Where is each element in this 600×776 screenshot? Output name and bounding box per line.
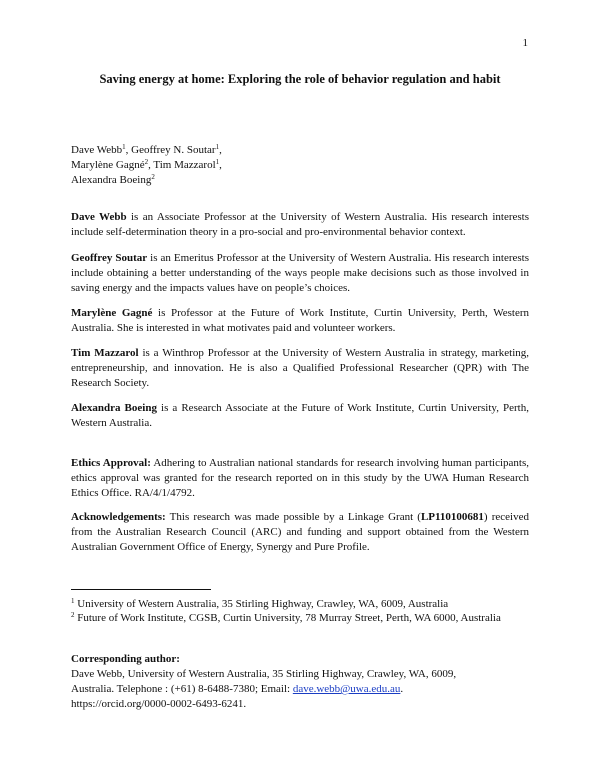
footnote-1 (71, 597, 529, 612)
corresponding-text: . (400, 683, 404, 695)
footnote-2 (71, 611, 529, 626)
bio-gagne (71, 306, 529, 336)
acknowledgements (71, 510, 529, 555)
corresponding-line-1: Dave Webb, University of Western Australia, 35 Stirling Highway, Crawley, WA, 6009, (71, 668, 457, 680)
bio-mazzarol (71, 346, 529, 391)
author-name: , Geoffrey N. Soutar (125, 144, 216, 156)
footnote-text: University of Western Australia, 35 Stirling Highway, Crawley, WA, 6009, Australia (74, 598, 449, 610)
corresponding-line-2 (71, 682, 529, 697)
bio-text: is a Winthrop Professor at the University of Western Australia in strategy, marketing, entrepreneurship, and innovation. He is also a Qualified Professional Researcher (QPR) with The Research Society. (71, 347, 530, 389)
separator: , (219, 144, 222, 156)
author-list (71, 143, 371, 188)
bio-text: is a Research Associate at the Future of Work Institute, Curtin University, Perth, Western Australia. (71, 402, 529, 429)
corresponding-heading: Corresponding author: (71, 653, 180, 665)
affiliation-mark: 2 (151, 173, 155, 181)
affiliation-mark: 2 (144, 158, 149, 166)
ack-label: Acknowledgements: (71, 511, 166, 523)
corresponding-author (71, 652, 529, 712)
bio-text: is an Emeritus Professor at the University of Western Australia. His research interests include obtaining a better understanding of the ways people make decisions such as those involved in saving energy and the impacts values have on people’s choices. (71, 252, 529, 294)
paper-title: Saving energy at home: Exploring the role of behavior regulation and habit (99, 72, 501, 86)
bio-name: Tim Mazzarol (71, 347, 139, 359)
grant-number: LP110100681 (420, 511, 484, 523)
page-number: 1 (522, 37, 528, 49)
footnote-mark: 1 (71, 597, 75, 605)
ethics-label: Ethics Approval: (71, 457, 151, 469)
author-name: Marylène Gagné (71, 159, 145, 171)
bio-name: Dave Webb (71, 211, 127, 223)
bio-name: Alexandra Boeing (71, 402, 157, 414)
footnote-text: Future of Work Institute, CGSB, Curtin University, 78 Murray Street, Perth, WA 6000, Australia (74, 612, 501, 624)
ack-text: This research was made possible by a Linkage Grant ( (165, 511, 421, 523)
email-link[interactable]: dave.webb@uwa.edu.au (292, 683, 401, 695)
author-name: Alexandra Boeing (71, 174, 152, 186)
affiliation-mark: 1 (122, 143, 126, 151)
author-name: Dave Webb (71, 144, 123, 156)
ethics-text: Adhering to Australian national standards for research involving human participants, ethics approval was granted for the research reported on in this study by the UWA Human Research Ethics Office. RA/4/1/4792. (71, 457, 529, 499)
affiliation-mark: 1 (215, 143, 220, 151)
author-name: , Tim Mazzarol (148, 159, 216, 171)
separator: , (219, 159, 222, 171)
footnote-divider (71, 589, 211, 590)
bio-text: is an Associate Professor at the University of Western Australia. His research interests include self-determination theory in a pro-social and pro-environmental behavior context. (71, 211, 530, 238)
bio-text: is Professor at the Future of Work Institute, Curtin University, Perth, Western Australia. She is interested in what motivates paid and volunteer workers. (71, 307, 529, 334)
bio-webb (71, 210, 529, 240)
bio-name: Marylène Gagné (71, 307, 153, 319)
author-line-2 (71, 158, 371, 173)
ethics-approval (71, 456, 529, 501)
bio-name: Geoffrey Soutar (71, 252, 148, 264)
bio-boeing (71, 401, 529, 431)
orcid-line: https://orcid.org/0000-0002-6493-6241. (71, 698, 247, 710)
bio-soutar (71, 251, 529, 296)
corresponding-text: Australia. Telephone : (+61) 8-6488-7380; Email: (71, 683, 293, 695)
author-line-1 (71, 143, 371, 158)
ack-text: ) received from the Australian Research Council (ARC) and funding and support obtained from the Western Australian Government Office of Energy, Synergy and Pure Profile. (71, 511, 529, 553)
author-line-3 (71, 173, 371, 188)
affiliation-mark: 1 (215, 158, 220, 166)
footnote-mark: 2 (71, 611, 75, 619)
